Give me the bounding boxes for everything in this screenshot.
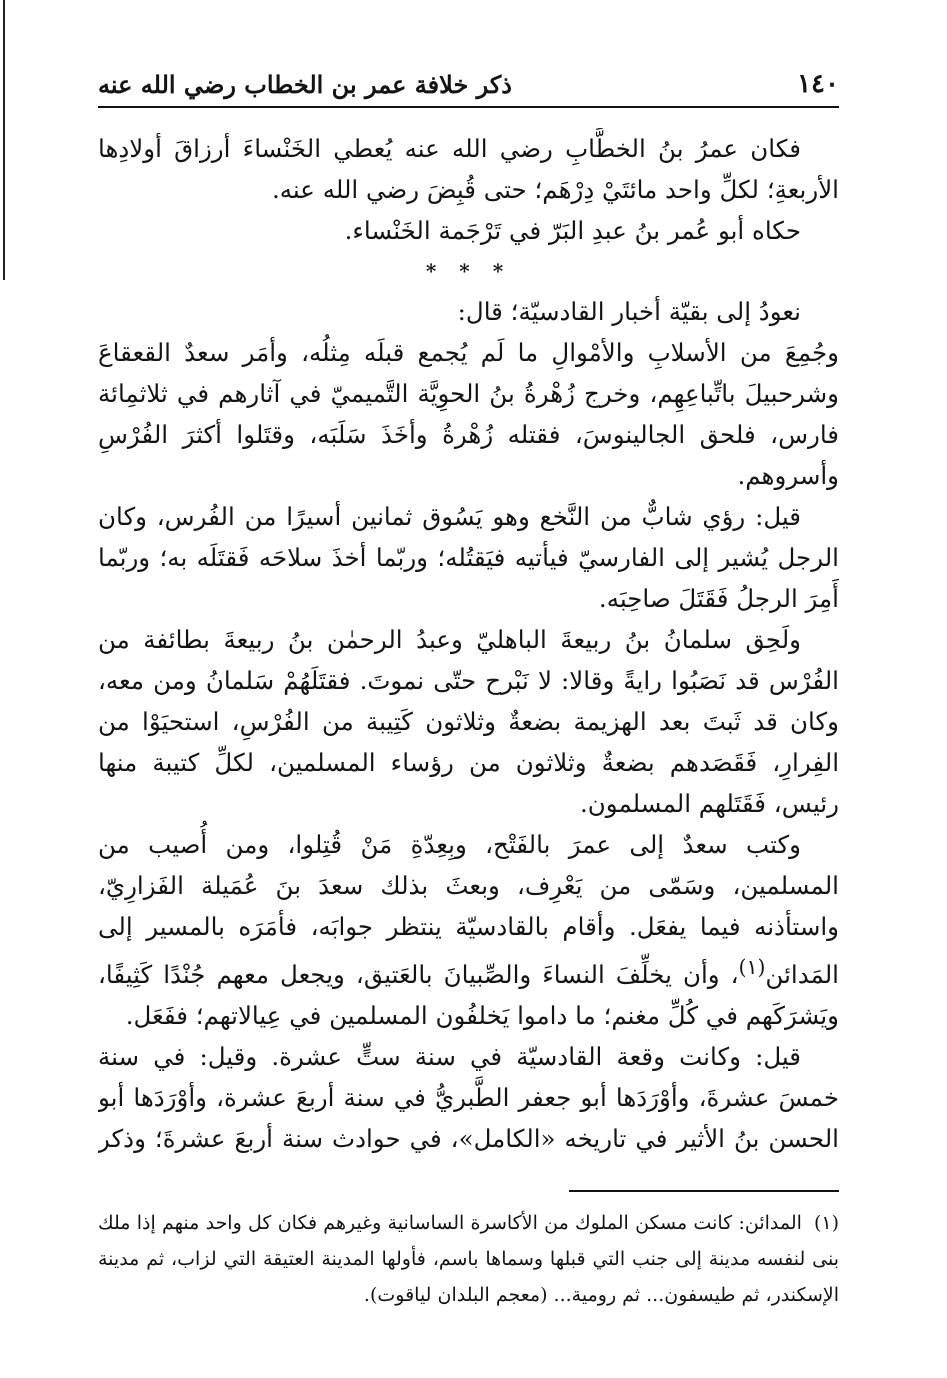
footnote-text: المدائن: كانت مسكن الملوك من الأكاسرة الساسانية وغيرهم فكان كل واحد منهم إذا ملك بنى لنفسه مدينة إلى جنب التي قبلها وسماها باسم، فأولها المدينة العتيقة التي لزاب، ثم مدينة الإسكندر، ثم طيسفون... ثم رومية... (معجم البلدان لياقوت). — [98, 1212, 839, 1306]
paragraph-saad-letter-text: وكتب سعدٌ إلى عمرَ بالفَتْح، وبِعِدّةِ مَنْ قُتِلوا، ومن أُصيب من المسلمين، وسَمّى من يَعْرِف، وبعثَ بذلك سعدَ بنَ عُمَيلة الفَزارِيّ، واستأذنه فيما يفعَل. وأقام بالقادسيّة ينتظر جوابَه، فأمَرَه بالمسير إلى المَدائن — [98, 830, 839, 990]
footnote-divider — [569, 1190, 839, 1192]
footnote — [98, 1205, 839, 1313]
paragraph-spoils: وجُمِعَ من الأسلابِ والأمْوالِ ما لَم يُجمع قبلَه مِثلُه، وأمَر سعدٌ القعقاعَ وشرحبيلَ باتِّباعِهِم، وخرج زُهْرةُ بنُ الحوِيَّة التَّميميّ في آثارهم في ثلاثمِائة فارس، فلحق الجالينوسَ، فقتله زُهْرةُ وأخَذَ سَلَبَه، وقتَلوا أكثرَ الفُرْسِ وأسروهم. — [98, 338, 839, 490]
section-separator: * * * — [425, 259, 512, 283]
paragraph-qadisiyya-intro: نعودُ إلى بقيّة أخبار القادسيّة؛ قال: — [457, 297, 801, 326]
footnote-marker[interactable]: (١) — [738, 955, 766, 979]
paragraph-young-man-nakha: قيل: رؤي شابٌّ من النَّخع وهو يَسُوق ثمانين أسيرًا من الفُرس، وكان الرجل يُشير إلى الفارسيّ فيأتيه فيَقتُله؛ وربّما أخذَ سلاحَه فَقتَلَه به؛ وربّما أَمِرَ الرجلُ فَقَتَلَ صاحِبَه. — [98, 502, 839, 613]
paragraph-saad-letter-rest: ، وأن يخلِّفَ النساءَ والصِّبيانَ بالعَتيق، ويجعل معهم جُنْدًا كَثِيفًا، ويَشرَكَهم في كُلِّ مغنم؛ ما داموا يَخلفُون المسلمين في عِيالاتهم؛ ففَعَل. — [98, 960, 839, 1031]
page-number: ١٤٠ — [797, 69, 839, 99]
paragraph-saad-letter — [98, 824, 839, 1036]
main-text — [98, 128, 839, 1153]
paragraph-source-citation: حكاه أبو عُمر بنُ عبدِ البَرّ في تَرْجَمة الخَنْساء. — [344, 216, 801, 245]
footnote-number: (١) — [813, 1212, 839, 1234]
running-header-title: ذكر خلافة عمر بن الخطاب رضي الله عنه — [98, 69, 512, 99]
paragraph-salman-ibn-rabia: ولَحِق سلمانُ بنُ ربيعةَ الباهليّ وعبدُ الرحمٰن بنُ ربيعةَ بطائفة من الفُرْس قد نَصَبُوا رايةً وقالا: لا نَبْرح حتّى نموتَ. فقتَلَهُمْ سَلمانُ ومن معه، وكان قد ثَبتَ بعد الهزيمة بضعةٌ وثلاثون كَتِيبة من الفُرْسِ، استحيَوْا من الفِرارِ، فَقَصَدهم بضعةٌ وثلاثون من رؤساء المسلمين، لكلِّ كتيبة منها رئيس، فَقَتَلهم المسلمون. — [98, 625, 839, 818]
running-header — [98, 62, 839, 108]
paragraph-battle-date: قيل: وكانت وقعة القادسيّة في سنة ستٍّ عشرة. وقيل: في سنة خمسَ عشرةَ، وأوْرَدَها أبو جعفر الطَّبريُّ في سنة أربعَ عشرة، وأوْرَدَها أبو الحسن بنُ الأثير في تاريخه «الكامل»، في حوادث سنة أربعَ عشرةَ؛ وذكر — [98, 1042, 839, 1153]
paragraph-khansa-stipend: فكان عمرُ بنُ الخطَّابِ رضي الله عنه يُعطي الخَنْساءَ أرزاقَ أولادِها الأربعةِ؛ لكلِّ واحد مائتَيْ دِرْهَم؛ حتى قُبِضَ رضي الله عنه. — [98, 134, 839, 204]
page-edge-line — [3, 0, 5, 280]
